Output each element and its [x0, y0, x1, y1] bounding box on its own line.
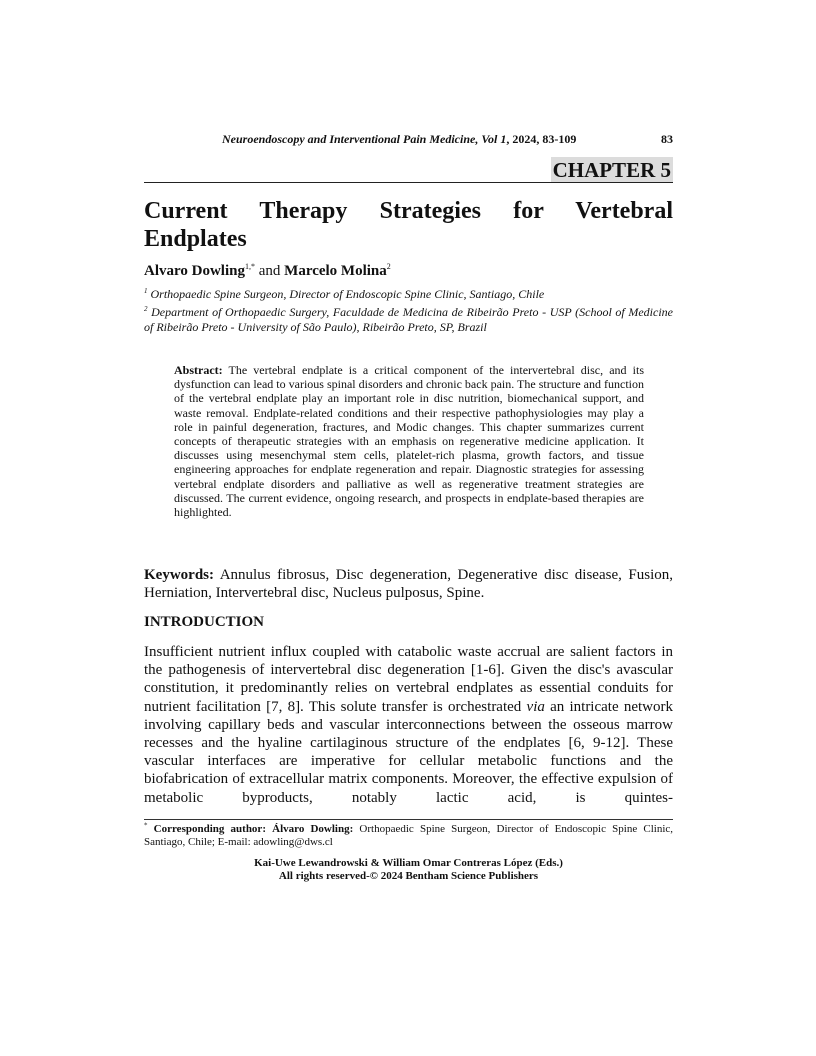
- author-2-superscript: 2: [386, 262, 391, 271]
- keywords-label: Keywords:: [144, 567, 214, 583]
- chapter-title: [144, 197, 673, 253]
- affiliation-1-superscript: 1: [144, 287, 148, 295]
- keywords: [144, 566, 673, 602]
- author-2-name: Marcelo Molina: [284, 263, 387, 279]
- introduction-text-part-1: Insufficient nutrient influx coupled with catabolic waste accrual are salient factors in the pathogenesis of intervertebral disc degeneration [1-6]. Given the disc's avascular constitution, it predominantly relies on vertebral endplates as essential conduits for nutrient facilitation [7, 8]. This solute transfer is orchestrated: [144, 644, 673, 715]
- keywords-text: Annulus fibrosus, Disc degeneration, Degenerative disc disease, Fusion, Herniation, Intervertebral disc, Nucleus pulposus, Spine.: [144, 567, 673, 601]
- footnote-divider: [144, 819, 673, 820]
- chapter-title-line-1: Current Therapy Strategies for Vertebral: [144, 198, 673, 224]
- page-number: 83: [661, 132, 673, 146]
- footnote-text: Orthopaedic Spine Surgeon, Director of Endoscopic Spine Clinic, Santiago, Chile; E-mail: adowling@dws.cl: [144, 823, 674, 848]
- footnote: [144, 823, 673, 849]
- chapter-label: CHAPTER 5: [552, 158, 671, 182]
- running-header: [144, 132, 673, 150]
- abstract-text: The vertebral endplate is a critical component of the intervertebral disc, and its dysfunction can lead to various spinal disorders and chronic back pain. The structure and function of the vertebral endplate play an important role in disc nutrition, biomechanical support, and waste removal. Endplate-related conditions and their respective pathophysiologies may play a role in painful degeneration, fractures, and Modic changes. This chapter summarizes current concepts of therapeutic strategies with an emphasis on regenerative medicine application. It discusses using mesenchymal stem cells, platelet-rich plasma, growth factors, and tissue engineering approaches for endplate regeneration and repair. Diagnostic strategies for assessing vertebral endplate disorders and palliative as well as regenerative treatment strategies are discussed. The current evidence, ongoing research, and prospects in endplate-based therapies are highlighted.: [174, 363, 644, 520]
- introduction-text-part-2: an intricate network involving capillary beds and vascular interconnections between the osseous marrow recesses and the hyaline cartilaginous structure of the endplates [6, 9-12]. These vascular interfaces are imperative for cellular metabolic functions and the biofabrication of extracellular matrix components. Moreover, the effective expulsion of metabolic byproducts, notably lactic acid, is quintes-: [144, 698, 673, 806]
- introduction-heading: INTRODUCTION: [144, 614, 265, 630]
- abstract: [174, 363, 644, 519]
- affiliation-2-text: Department of Orthopaedic Surgery, Faculdade de Medicina de Ribeirão Preto - USP (School of Medicine of Ribeirão Preto - University of São Paulo), Ribeirão Preto, SP, Brazil: [144, 305, 674, 334]
- affiliation-2: [144, 305, 673, 335]
- editors-credit: [144, 857, 673, 883]
- affiliation-1: [144, 287, 673, 302]
- author-1-name: Alvaro Dowling: [144, 263, 245, 279]
- introduction-text-italic: via: [526, 698, 545, 715]
- affiliation-2-superscript: 2: [144, 305, 148, 313]
- footnote-label: Corresponding author: Álvaro Dowling:: [153, 823, 354, 835]
- footnote-marker: *: [144, 821, 148, 830]
- journal-volume-pages: , 2024, 83-109: [506, 132, 577, 146]
- editors-line: Kai-Uwe Lewandrowski & William Omar Contreras López (Eds.): [254, 857, 563, 869]
- author-1-superscript: 1,*: [244, 262, 255, 271]
- author-conjunction: and: [254, 263, 285, 279]
- introduction-paragraph: [144, 643, 673, 807]
- copyright-line: All rights reserved-© 2024 Bentham Science Publishers: [278, 870, 539, 882]
- abstract-label: Abstract:: [174, 363, 223, 377]
- affiliation-1-text: Orthopaedic Spine Surgeon, Director of Endoscopic Spine Clinic, Santiago, Chile: [150, 287, 545, 301]
- chapter-divider: [144, 182, 673, 183]
- journal-citation: [222, 132, 576, 147]
- journal-name: Neuroendoscopy and Interventional Pain Medicine, Vol 1: [222, 132, 507, 146]
- chapter-title-line-2: Endplates: [144, 226, 247, 252]
- author-list: [144, 262, 391, 280]
